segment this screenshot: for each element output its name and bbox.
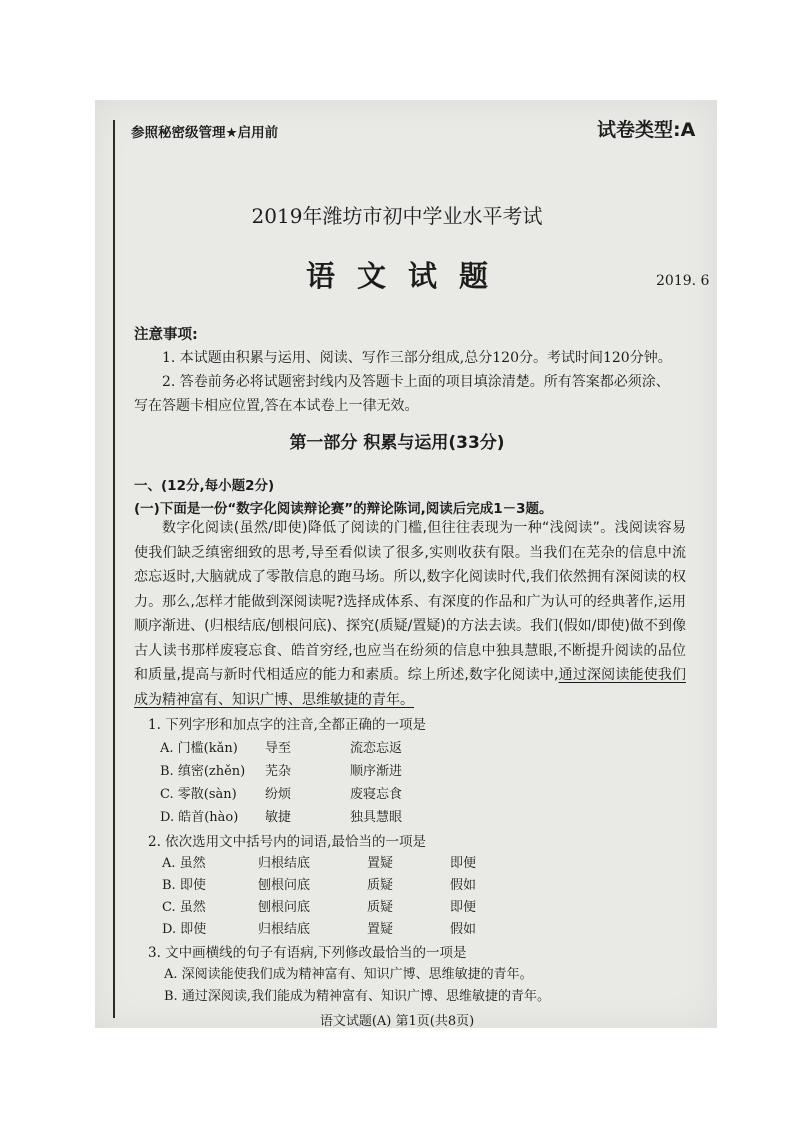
note-item-2-cont: 写在答题卡相应位置,答在本试卷上一律无效。 bbox=[134, 398, 419, 414]
q2-option-b-c1: B. 即使 bbox=[162, 878, 206, 893]
q2-option-c-c2: 刨根问底 bbox=[258, 900, 311, 915]
reading-passage bbox=[134, 516, 686, 712]
underlined-sentence: 通过深阅读能使我们成为精神富有、知识广博、思维敏捷的青年。 bbox=[134, 667, 686, 708]
q3-option-b: B. 通过深阅读,我们能成为精神富有、知识广博、思维敏捷的青年。 bbox=[164, 989, 550, 1004]
q1-option-a-word2: 导至 bbox=[265, 741, 292, 756]
notes-heading: 注意事项: bbox=[134, 327, 198, 343]
q1-option-c: C. 零散(sàn) bbox=[160, 787, 237, 802]
q2-option-a-c4: 即便 bbox=[450, 856, 477, 871]
q2-option-d-c3: 置疑 bbox=[367, 922, 394, 937]
note-item-2: 2. 答卷前务必将试题密封线内及答题卡上面的项目填涂清楚。所有答案都必须涂、 bbox=[162, 374, 670, 390]
q1-option-c-word2: 纷烦 bbox=[265, 787, 292, 802]
q1-option-d-word3: 独具慧眼 bbox=[350, 810, 403, 825]
question-2-stem: 2. 依次选用文中括号内的词语,最恰当的一项是 bbox=[148, 834, 426, 850]
q2-option-d-c2: 归根结底 bbox=[258, 922, 311, 937]
passage-text: 数字化阅读(虽然/即使)降低了阅读的门槛,但往往表现为一种“浅阅读”。浅阅读容易使我们缺乏缜密细致的思考,导至看似读了很多,实则收获有限。当我们在芜杂的信息中流恋忘返时,大脑就成了零散信息的跑马场。所以,数字化阅读时代,我们依然拥有深阅读的权力。那么,怎样才能做到深阅读呢?选择成体系、有深度的作品和广为认可的经典著作,运用顺序渐进、(归根结底/刨根问底)、探究(质疑/置疑)的方法去读。我们(假如/即使)做不到像古人读书那样废寝忘食、皓首穷经,也应当在纷须的信息中独具慧眼,不断提升阅读的品位和质量,提高与新时代相适应的能力和素质。综上所述,数字化阅读中, bbox=[134, 520, 686, 683]
q2-option-d-c1: D. 即使 bbox=[162, 922, 207, 937]
subject-title: 语文试题 bbox=[305, 259, 510, 293]
q2-option-a-c3: 置疑 bbox=[367, 856, 394, 871]
q1-option-a-word3: 流恋忘返 bbox=[350, 741, 403, 756]
part-title: 第一部分 积累与运用(33分) bbox=[289, 433, 505, 453]
q1-option-b-word2: 芜杂 bbox=[265, 764, 292, 779]
q2-option-b-c3: 质疑 bbox=[367, 878, 394, 893]
confidentiality-label: 参照秘密级管理★启用前 bbox=[131, 125, 279, 141]
q2-option-c-c3: 质疑 bbox=[367, 900, 394, 915]
q1-option-b: B. 缜密(zhěn) bbox=[160, 764, 246, 779]
question-3-stem: 3. 文中画横线的句子有语病,下列修改最恰当的一项是 bbox=[148, 945, 467, 961]
q1-option-d: D. 皓首(hào) bbox=[160, 810, 239, 825]
q2-option-a-c2: 归根结底 bbox=[258, 856, 311, 871]
q1-option-a: A. 门槛(kǎn) bbox=[160, 741, 238, 756]
question-1-stem: 1. 下列字形和加点字的注音,全都正确的一项是 bbox=[148, 717, 426, 733]
paper-type-label: 试卷类型:A bbox=[597, 119, 696, 141]
q1-option-d-word2: 敏捷 bbox=[265, 810, 292, 825]
page-footer: 语文试题(A) 第1页(共8页) bbox=[319, 1014, 475, 1029]
passage-instruction: (一)下面是一份“数字化阅读辩论赛”的辩论陈词,阅读后完成1－3题。 bbox=[134, 501, 553, 517]
q2-option-b-c4: 假如 bbox=[450, 878, 477, 893]
section-heading: 一、(12分,每小题2分) bbox=[134, 478, 275, 494]
q2-option-b-c2: 刨根问底 bbox=[258, 878, 311, 893]
q1-option-b-word3: 顺序渐进 bbox=[350, 764, 403, 779]
q3-option-a: A. 深阅读能使我们成为精神富有、知识广博、思维敏捷的青年。 bbox=[164, 967, 533, 982]
note-item-1: 1. 本试题由积累与运用、阅读、写作三部分组成,总分120分。考试时间120分钟。 bbox=[162, 350, 672, 366]
exam-title: 2019年潍坊市初中学业水平考试 bbox=[251, 204, 543, 228]
q2-option-c-c1: C. 虽然 bbox=[162, 900, 206, 915]
q2-option-a-c1: A. 虽然 bbox=[162, 856, 206, 871]
exam-date: 2019. 6 bbox=[656, 273, 710, 289]
q2-option-c-c4: 即便 bbox=[450, 900, 477, 915]
q1-option-c-word3: 废寝忘食 bbox=[350, 787, 403, 802]
q2-option-d-c4: 假如 bbox=[450, 922, 477, 937]
